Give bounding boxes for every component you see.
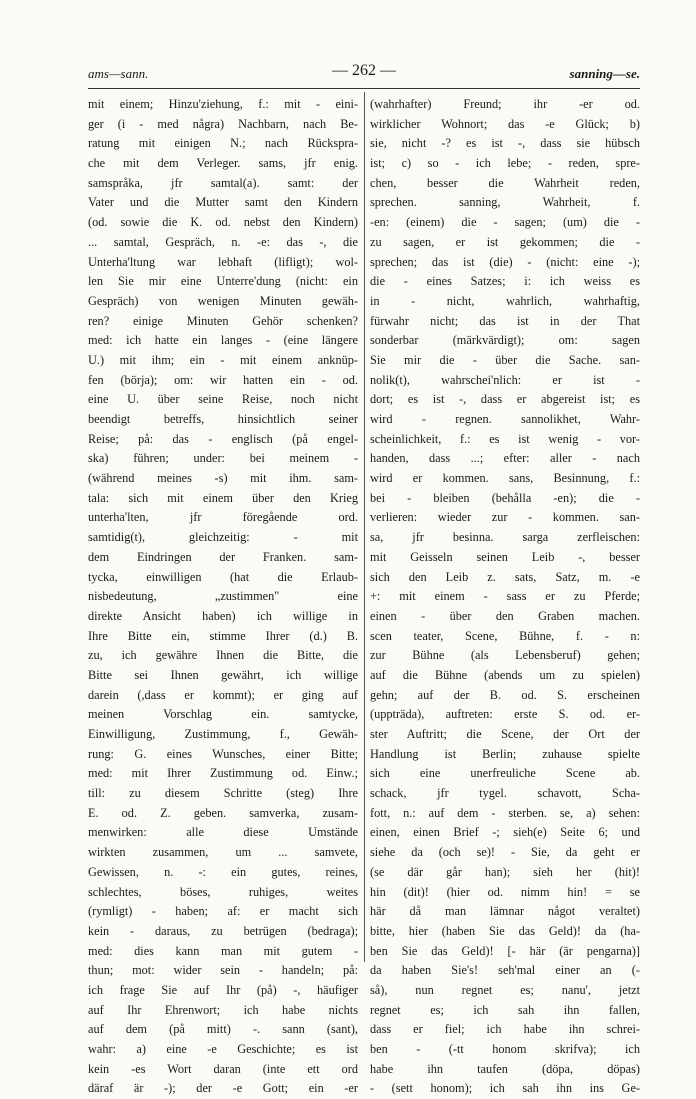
text-line: Gespräch) von wenigen Minuten gewäh-	[88, 293, 358, 308]
text-line: samspråka, jfr samtal(a). samt: der	[88, 175, 358, 190]
text-line: schlechtes, böses, ruhiges, weites	[88, 884, 358, 899]
text-line: Bitte sei Ihnen gewährt, ich willige	[88, 667, 358, 682]
text-line: regnet es; ich sah ihn fallen,	[370, 1002, 640, 1017]
text-line: (während meines -s) mit ihm. sam-	[88, 471, 358, 486]
text-line: ben Sie das Geld)! [- här (är pengarna)]	[370, 943, 640, 958]
text-line: Handlung ist Berlin; zuhause spielte	[370, 746, 640, 761]
header-rule	[88, 88, 640, 89]
text-line: Reise; på: das - englisch (på engel-	[88, 431, 358, 446]
text-line: sa, jfr besinna. sarga zerfleischen:	[370, 530, 640, 545]
text-line: sie, nicht -? es ist -, dass sie hübsch	[370, 136, 640, 151]
text-line: (se där går han); sieh her (hit)!	[370, 864, 640, 879]
text-line: till: zu diesem Schritte (steg) Ihre	[88, 786, 358, 801]
text-line: ger (i - med några) Nachbarn, nach Be-	[88, 116, 358, 131]
text-line: ster Auftritt; die Scene, der Ort der	[370, 727, 640, 741]
text-line: ratung mit einigen N.; nach Rückspra-	[88, 136, 358, 151]
text-line: nolik(t), wahrschei'nlich: er ist -	[370, 372, 640, 387]
text-line: beendigt betreffs, hinsichtlich seiner	[88, 412, 358, 426]
text-line: dass er fiel; ich habe ihn schrei-	[370, 1022, 640, 1037]
text-line: handen, dass ...; efter: aller - nach	[370, 451, 640, 466]
text-line: auf dem (på mitt) -. sann (sant),	[88, 1022, 358, 1037]
text-line: ska) führen; under: bei meinem -	[88, 451, 358, 466]
text-line: hin (dit)! (hier od. nimm hin! = se	[370, 884, 640, 899]
text-line: +: mit einem - sass er zu Pferde;	[370, 589, 640, 604]
text-line: här då man lämnar något veraltet)	[370, 904, 640, 919]
text-line: mit einem; Hinzu'ziehung, f.: mit - eini-	[88, 97, 358, 111]
text-line: siehe da (och se)! - Sie, da geht er	[370, 845, 640, 860]
text-line: wirkten zusammen, um ... samvete,	[88, 845, 358, 860]
text-line: menwirken: alle diese Umstände	[88, 825, 358, 840]
text-line: sich eine unerfreuliche Scene ab.	[370, 766, 640, 781]
text-line: så), nun regnet es; nanu', jetzt	[370, 982, 640, 997]
text-line: med: mit Ihrer Zustimmung od. Einw.;	[88, 766, 358, 781]
text-line: scheinlichkeit, f.: es ist wenig - vor-	[370, 431, 640, 446]
text-line: nisbedeutung, „zustimmen" eine	[88, 589, 358, 604]
text-line: die - eines Satzes; i: ich weiss es	[370, 274, 640, 289]
text-line: fürwahr nicht; das ist in der That	[370, 313, 640, 328]
text-line: len Sie mir eine Unterre'dung (nicht: ein	[88, 274, 358, 289]
text-line: habe ihn taufen (döpa, döpas)	[370, 1061, 640, 1076]
text-line: unterha'lten, jfr föregående ord.	[88, 510, 358, 525]
text-line: Ihre Bitte ein, stimme Ihrer (d.) B.	[88, 628, 358, 643]
text-line: med: ich hatte ein langes - (eine längere	[88, 333, 358, 348]
header-right-catchword: sanning—se.	[569, 66, 640, 81]
text-line: Gewissen, n. -: ein gutes, reines,	[88, 864, 358, 879]
text-line: direkte Ansicht haben) ich willige in	[88, 608, 358, 623]
text-line: da haben Sie's! seh'mal einer an (-	[370, 963, 640, 978]
text-line: schack, jfr tygel. schavott, Scha-	[370, 786, 640, 801]
text-line: mit Geisseln seinen Leib -, besser	[370, 549, 640, 564]
text-line: in - nicht, wahrlich, wahrhaftig,	[370, 293, 640, 308]
text-line: zu, ich gewähre Ihnen die Bitte, die	[88, 648, 358, 663]
text-line: Vater und die Mutter samt den Kindern	[88, 195, 358, 210]
text-line: meinen Vorschlag ein. samtycke,	[88, 707, 358, 722]
text-line: samtidig(t), gleichzeitig: - mit	[88, 530, 358, 545]
text-line: Einwilligung, Zustimmung, f., Gewäh-	[88, 727, 358, 741]
text-line: sprechen. sanning, Wahrheit, f.	[370, 195, 640, 210]
text-line: ren? einige Minuten Gehör schenken?	[88, 313, 358, 328]
text-line: dem Eindringen der Franken. sam-	[88, 549, 358, 564]
text-line: (uppträda), auftreten: erste S. od. er-	[370, 707, 640, 722]
text-line: sonderbar (märkvärdigt); om: sagen	[370, 333, 640, 348]
text-line: auf Ihr Ehrenwort; ich habe nichts	[88, 1002, 358, 1017]
text-line: däraf är -); der -e Gott; ein -er	[88, 1081, 358, 1096]
text-line: Unterha'ltung war lebhaft (lifligt); wol-	[88, 254, 358, 269]
text-line: zu sagen, er ist gekommen; die -	[370, 234, 640, 249]
text-line: darein (,dass er kommt); er ging auf	[88, 687, 358, 702]
text-line: ... samtal, Gespräch, n. -e: das -, die	[88, 234, 358, 249]
text-line: - (sett honom); ich sah ihn ins Ge-	[370, 1081, 640, 1096]
right-column	[370, 95, 640, 1099]
text-line: kein -es Wort daran (inte ett ord	[88, 1061, 358, 1076]
page-header	[88, 62, 640, 84]
text-line: kein - daraus, zu betrügen (bedraga);	[88, 923, 358, 938]
text-line: zur Bühne (als Lebensberuf) gehen;	[370, 648, 640, 663]
text-line: einen, einen Brief -; sieh(e) Seite 6; und	[370, 825, 640, 840]
text-line: tala: sich mit einem über den Krieg	[88, 490, 358, 505]
text-line: med: dies kann man mit gutem -	[88, 943, 358, 958]
text-line: scen teater, Scene, Bühne, f. - n:	[370, 628, 640, 643]
text-line: -en: (einem) die - sagen; (um) die -	[370, 215, 640, 230]
text-line: fott, n.: auf dem - sterben. se, a) sehen:	[370, 805, 640, 820]
left-column	[88, 95, 358, 1099]
text-line: (od. sowie die K. od. nebst den Kindern)	[88, 215, 358, 230]
text-line: thun; mot: wider sein - handeln; på:	[88, 963, 358, 978]
text-line: wahr: a) eine -e Geschichte; es ist	[88, 1042, 358, 1056]
text-line: bei - bleiben (behålla -en); die -	[370, 490, 640, 505]
text-line: ist; c) so - ich lebe; - reden, spre-	[370, 156, 640, 171]
text-line: dort; es ist -, dass er abgereist ist; es	[370, 392, 640, 407]
text-line: eine U. über seine Reise, noch nicht	[88, 392, 358, 407]
text-line: einen - über den Graben machen.	[370, 608, 640, 623]
text-line: rung: G. eines Wunsches, einer Bitte;	[88, 746, 358, 761]
text-line: (rymligt) - haben; af: er macht sich	[88, 904, 358, 919]
text-line: wird er kommen. sans, Besinnung, f.:	[370, 471, 640, 486]
text-line: U.) mit ihm; ein - mit einem anknüp-	[88, 352, 358, 367]
text-line: fen (börja); om: wir hatten ein - od.	[88, 372, 358, 387]
text-line: ich frage Sie auf Ihr (på) -, häufiger	[88, 982, 358, 997]
text-line: ben - (-tt honom skrifva); ich	[370, 1042, 640, 1056]
text-line: tycka, einwilligen (hat die Erlaub-	[88, 569, 358, 584]
column-divider	[364, 92, 365, 962]
text-line: chen, besser die Wahrheit reden,	[370, 175, 640, 190]
text-line: auf die Bühne (abends um zu spielen)	[370, 667, 640, 682]
text-line: sich den Leib z. sats, Satz, m. -e	[370, 569, 640, 584]
text-line: wirklicher Wohnort; das -e Glück; b)	[370, 116, 640, 131]
text-line: gehn; auf der B. od. S. erscheinen	[370, 687, 640, 702]
text-line: verlieren: wieder zur - kommen. san-	[370, 510, 640, 525]
text-line: (wahrhafter) Freund; ihr -er od.	[370, 97, 640, 111]
text-line: sprechen; das ist (die) - (nicht: eine -);	[370, 254, 640, 269]
header-left-catchword: ams—sann.	[88, 66, 149, 81]
text-line: E. od. Z. geben. samverka, zusam-	[88, 805, 358, 820]
text-line: wird - regnen. sannolikhet, Wahr-	[370, 412, 640, 426]
page-number: — 262 —	[332, 62, 396, 79]
text-line: bitte, hier (haben Sie das Geld)! da (ha-	[370, 923, 640, 938]
text-line: che mit dem Verleger. sams, jfr enig.	[88, 156, 358, 171]
text-line: Sie mir die - über die Sache. san-	[370, 352, 640, 367]
